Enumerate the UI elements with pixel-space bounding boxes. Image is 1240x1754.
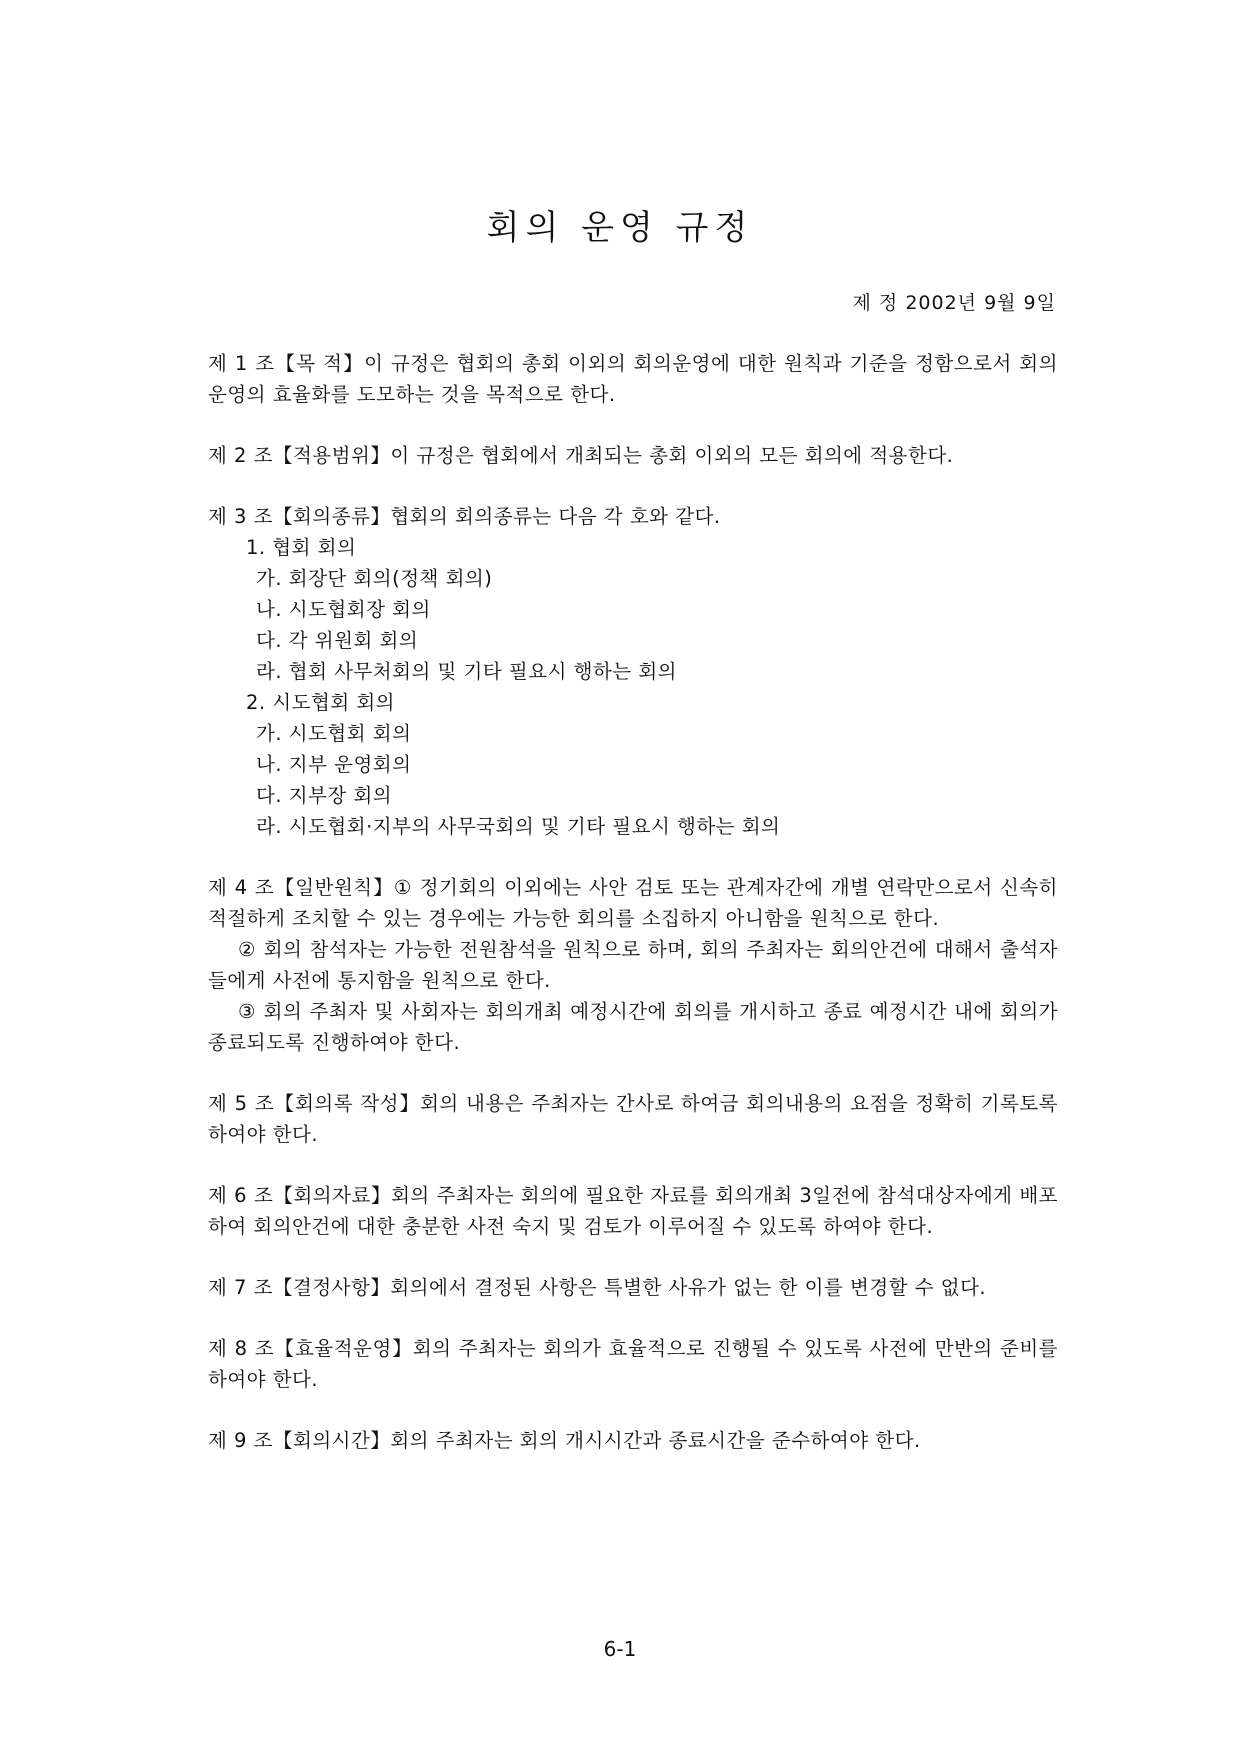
article-7-heading: 제 7 조【결정사항】 bbox=[208, 1276, 391, 1299]
list-item: 가. 시도협회 회의 bbox=[256, 722, 412, 745]
article-4-paragraph-3: ③ 회의 주최자 및 사회자는 회의개최 예정시간에 회의를 개시하고 종료 예정시간 내에 회의가 종료되도록 진행하여야 한다. bbox=[208, 1000, 1058, 1054]
list-item: 나. 시도협회장 회의 bbox=[256, 598, 431, 621]
list-item: 라. 협회 사무처회의 및 기타 필요시 행하는 회의 bbox=[256, 660, 677, 683]
list-item: 다. 각 위원회 회의 bbox=[256, 629, 419, 652]
article-5-heading: 제 5 조【회의록 작성】 bbox=[208, 1092, 421, 1115]
article-4-paragraph-1: ① 정기회의 이외에는 사안 검토 또는 관계자간에 개별 연락만으로서 신속히 적절하게 조치할 수 있는 경우에는 가능한 회의를 소집하지 아니함을 원칙으로 한다. bbox=[208, 876, 1058, 930]
article-4 bbox=[208, 872, 1058, 1058]
list-item: 가. 회장단 회의(정책 회의) bbox=[256, 567, 493, 590]
article-4-paragraph-2: ② 회의 참석자는 가능한 전원참석을 원칙으로 하며, 회의 주최자는 회의안건에 대해서 출석자들에게 사전에 통지함을 원칙으로 한다. bbox=[208, 938, 1058, 992]
article-9-heading: 제 9 조【회의시간】 bbox=[208, 1429, 391, 1452]
article-1-heading: 제 1 조【목 적】 bbox=[208, 352, 365, 375]
article-7-text: 회의에서 결정된 사항은 특별한 사유가 없는 한 이를 변경할 수 없다. bbox=[390, 1276, 987, 1299]
list-item: 1. 협회 회의 bbox=[246, 536, 357, 559]
list-item: 다. 지부장 회의 bbox=[256, 784, 393, 807]
article-2 bbox=[208, 440, 1058, 471]
article-4-heading: 제 4 조【일반원칙】 bbox=[208, 876, 394, 899]
meeting-type-list bbox=[208, 532, 1058, 842]
article-5-text: 회의 내용은 주최자는 간사로 하여금 회의내용의 요점을 정확히 기록토록 하여야 한다. bbox=[208, 1092, 1058, 1146]
article-9-text: 회의 주최자는 회의 개시시간과 종료시간을 준수하여야 한다. bbox=[390, 1429, 921, 1452]
page-title: 회의 운영 규정 bbox=[486, 208, 754, 248]
article-7 bbox=[208, 1272, 1058, 1303]
list-item: 나. 지부 운영회의 bbox=[256, 753, 412, 776]
list-item: 라. 시도협회·지부의 사무국회의 및 기타 필요시 행하는 회의 bbox=[256, 815, 781, 838]
article-5 bbox=[208, 1088, 1058, 1150]
article-1 bbox=[208, 348, 1058, 410]
enact-date: 제 정 2002년 9월 9일 bbox=[852, 292, 1056, 314]
article-2-text: 이 규정은 협회에서 개최되는 총회 이외의 모든 회의에 적용한다. bbox=[390, 444, 954, 467]
page-number: 6-1 bbox=[603, 1637, 637, 1661]
article-6-heading: 제 6 조【회의자료】 bbox=[208, 1184, 392, 1207]
article-8 bbox=[208, 1333, 1058, 1395]
article-3-text: 협회의 회의종류는 다음 각 호와 같다. bbox=[390, 505, 721, 528]
article-9 bbox=[208, 1425, 1058, 1456]
article-6 bbox=[208, 1180, 1058, 1242]
list-item: 2. 시도협회 회의 bbox=[246, 691, 396, 714]
article-3 bbox=[208, 501, 1058, 842]
article-8-heading: 제 8 조【효율적운영】 bbox=[208, 1337, 413, 1360]
article-2-heading: 제 2 조【적용범위】 bbox=[208, 444, 391, 467]
article-1-text: 이 규정은 협회의 총회 이외의 회의운영에 대한 원칙과 기준을 정함으로서 회의운영의 효율화를 도모하는 것을 목적으로 한다. bbox=[208, 352, 1058, 406]
article-8-text: 회의 주최자는 회의가 효율적으로 진행될 수 있도록 사전에 만반의 준비를 하여야 한다. bbox=[208, 1337, 1058, 1391]
article-3-heading: 제 3 조【회의종류】 bbox=[208, 505, 391, 528]
document-body bbox=[208, 348, 1058, 1486]
article-6-text: 회의 주최자는 회의에 필요한 자료를 회의개최 3일전에 참석대상자에게 배포하여 회의안건에 대한 충분한 사전 숙지 및 검토가 이루어질 수 있도록 하여야 한다. bbox=[208, 1184, 1058, 1238]
